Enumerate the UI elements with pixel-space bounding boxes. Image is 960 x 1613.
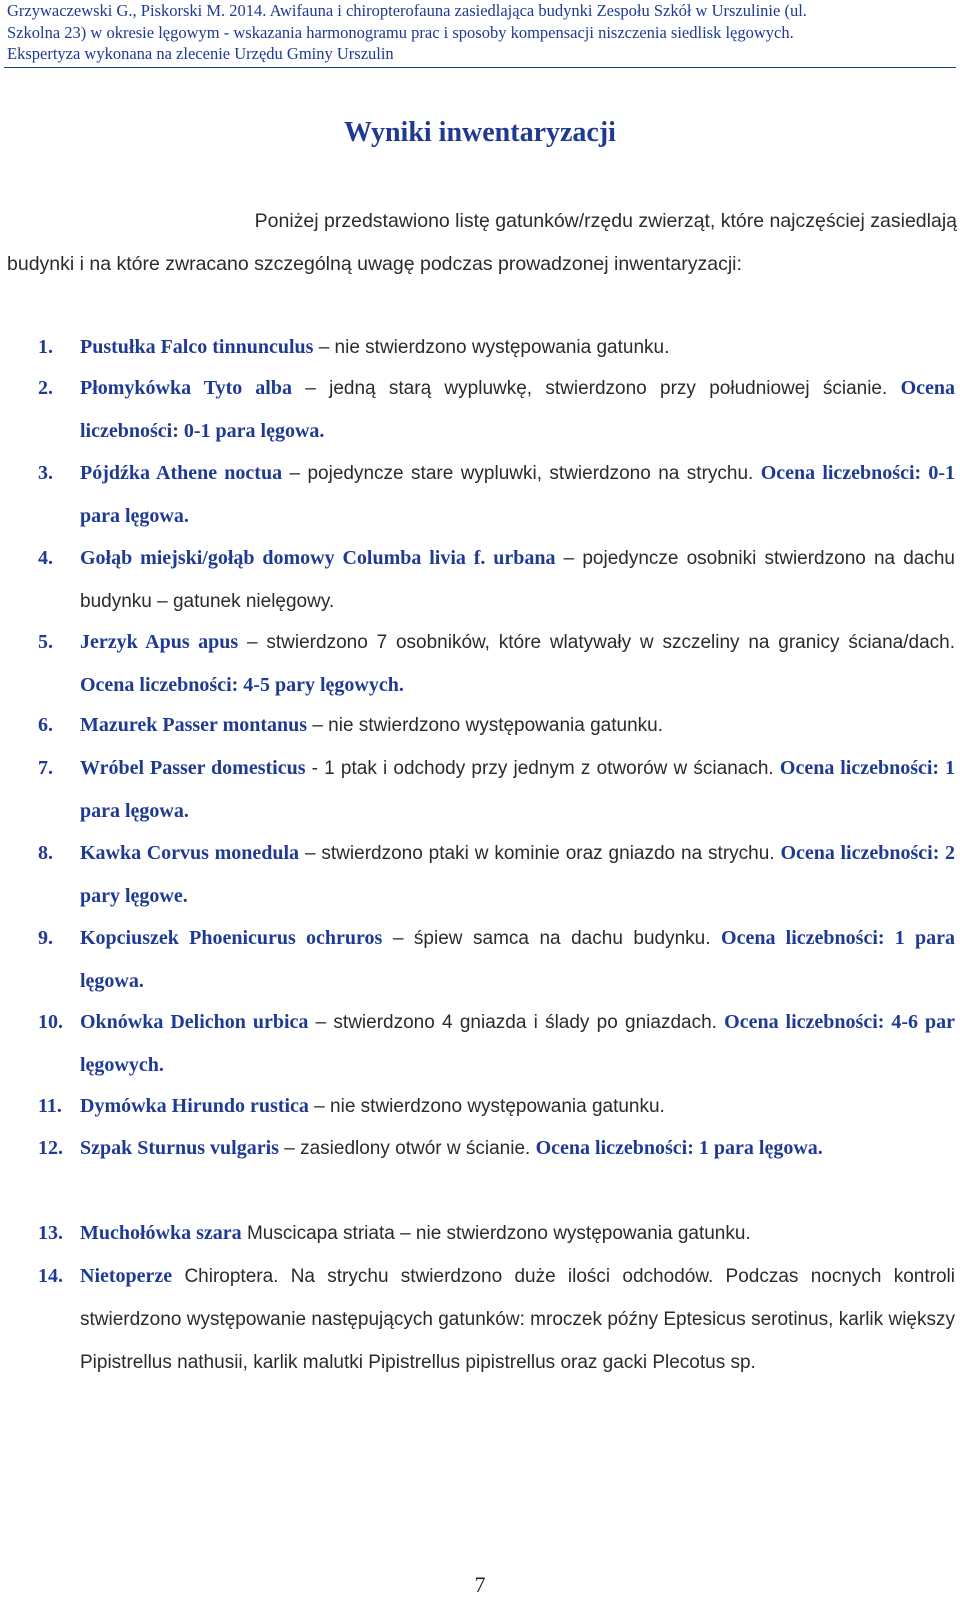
intro-line-1: Poniżej przedstawiono listę gatunków/rzędu zwierząt, które najczęściej zasiedlają [254, 210, 957, 232]
species-description: – nie stwierdzono występowania gatunku. [307, 715, 663, 736]
intro-paragraph [7, 200, 957, 286]
species-item-jerzyk [38, 621, 955, 707]
header-line-2: Szkolna 23) w okresie lęgowym - wskazania harmonogramu prac i sposoby kompensacji niszczenia siedlisk lęgowych. [7, 22, 794, 42]
species-name: Kawka Corvus monedula [80, 842, 300, 864]
item-number: 12. [38, 1137, 63, 1159]
item-number: 6. [38, 714, 53, 736]
species-item-nietoperze [38, 1255, 955, 1384]
population-estimate: Ocena liczebności: 1 para lęgowa. [80, 757, 955, 822]
species-description: – stwierdzono ptaki w kominie oraz gniazdo na strychu. [299, 843, 781, 864]
item-number: 13. [38, 1222, 63, 1244]
species-name: Mazurek Passer montanus [80, 714, 308, 736]
section-title: Wyniki inwentaryzacji [344, 117, 616, 148]
species-item-kawka [38, 832, 955, 918]
species-item-oknowka [38, 1001, 955, 1087]
header-line-3: Ekspertyza wykonana na zlecenie Urzędu Gminy Urszulin [7, 44, 394, 63]
species-item-szpak [38, 1127, 955, 1170]
species-item-golab [38, 537, 955, 623]
species-name: Nietoperze [80, 1265, 173, 1287]
item-number: 5. [38, 631, 53, 653]
species-description: – pojedyncze stare wypluwki, stwierdzono na strychu. [282, 463, 761, 484]
population-estimate: Ocena liczebności: 4-6 par lęgowych. [80, 1011, 955, 1076]
species-item-mazurek [38, 704, 955, 747]
item-number: 1. [38, 336, 53, 358]
species-item-dymowka [38, 1085, 955, 1128]
item-number: 3. [38, 462, 53, 484]
population-estimate: Ocena liczebności: 0-1 para lęgowa. [80, 462, 955, 527]
species-description: – stwierdzono 4 gniazda i ślady po gniazdach. [308, 1012, 725, 1033]
species-description: Muscicapa striata – nie stwierdzono występowania gatunku. [241, 1223, 751, 1244]
species-name: Pójdźka Athene noctua [80, 462, 283, 484]
species-description: – zasiedlony otwór w ścianie. [278, 1138, 536, 1159]
species-item-pustulka [38, 326, 955, 369]
species-item-pojdzka [38, 452, 955, 538]
header-line-1: Grzywaczewski G., Piskorski M. 2014. Awifauna i chiropterofauna zasiedlająca budynki Zespołu Szkół w Urszulinie (ul. [7, 1, 807, 20]
page-number: 7 [474, 1572, 486, 1597]
species-name: Płomykówka Tyto alba [80, 377, 292, 399]
species-item-plomykowka [38, 367, 955, 453]
species-description: – śpiew samca na dachu budynku. [382, 928, 722, 949]
species-description: – jedną starą wypluwkę, stwierdzono przy południowej ścianie. [291, 378, 901, 399]
population-estimate: Ocena liczebności: 1 para lęgowa. [535, 1137, 823, 1159]
species-name: Jerzyk Apus apus [80, 631, 239, 653]
item-number: 8. [38, 842, 53, 864]
item-number: 9. [38, 927, 53, 949]
item-number: 10. [38, 1011, 63, 1033]
species-name: Wróbel Passer domesticus [80, 757, 306, 779]
species-description: – nie stwierdzono występowania gatunku. [308, 1096, 665, 1117]
species-item-mucholowka [38, 1212, 955, 1255]
species-name: Pustułka Falco tinnunculus [80, 336, 314, 358]
species-description: – stwierdzono 7 osobników, które wlatywały w szczeliny na granicy ściana/dach. [238, 632, 955, 653]
species-name: Gołąb miejski/gołąb domowy Columba livia f. urbana [80, 547, 556, 569]
population-estimate: Ocena liczebności: 4-5 pary lęgowych. [80, 674, 404, 696]
item-number: 11. [38, 1095, 62, 1117]
species-name: Oknówka Delichon urbica [80, 1011, 309, 1033]
population-estimate: Ocena liczebności: 1 para lęgowa. [80, 927, 956, 992]
item-number: 7. [38, 757, 53, 779]
species-description: – pojedyncze osobniki stwierdzono na dachu budynku – gatunek nielęgowy. [80, 548, 955, 612]
species-description: – nie stwierdzono występowania gatunku. [313, 337, 670, 358]
population-estimate: Ocena liczebności: 2 pary lęgowe. [80, 842, 955, 907]
species-name: Kopciuszek Phoenicurus ochruros [80, 927, 383, 949]
item-number: 2. [38, 377, 53, 399]
header-divider [4, 67, 956, 68]
species-description: - 1 ptak i odchody przy jednym z otworów w ścianach. [305, 758, 780, 779]
item-number: 4. [38, 547, 53, 569]
intro-line-2: budynki i na które zwracano szczególną uwagę podczas prowadzonej inwentaryzacji: [7, 253, 742, 275]
species-description: Chiroptera. Na strychu stwierdzono duże ilości odchodów. Podczas nocnych kontroli stwierdzono występowanie następujących gatunków: mroczek późny Eptesicus serotinus, karlik większy Pipistrellus nathusii, karlik malutki Pipistrellus pipistrellus oraz gacki Plecotus sp. [80, 1266, 955, 1373]
species-name: Dymówka Hirundo rustica [80, 1095, 309, 1117]
species-item-wrobel [38, 747, 955, 833]
species-name: Muchołówka szara [80, 1222, 242, 1244]
population-estimate: Ocena liczebności: 0-1 para lęgowa. [80, 377, 955, 442]
document-header [7, 0, 957, 65]
species-name: Szpak Sturnus vulgaris [80, 1137, 279, 1159]
species-item-kopciuszek [38, 917, 955, 1003]
item-number: 14. [38, 1265, 63, 1287]
